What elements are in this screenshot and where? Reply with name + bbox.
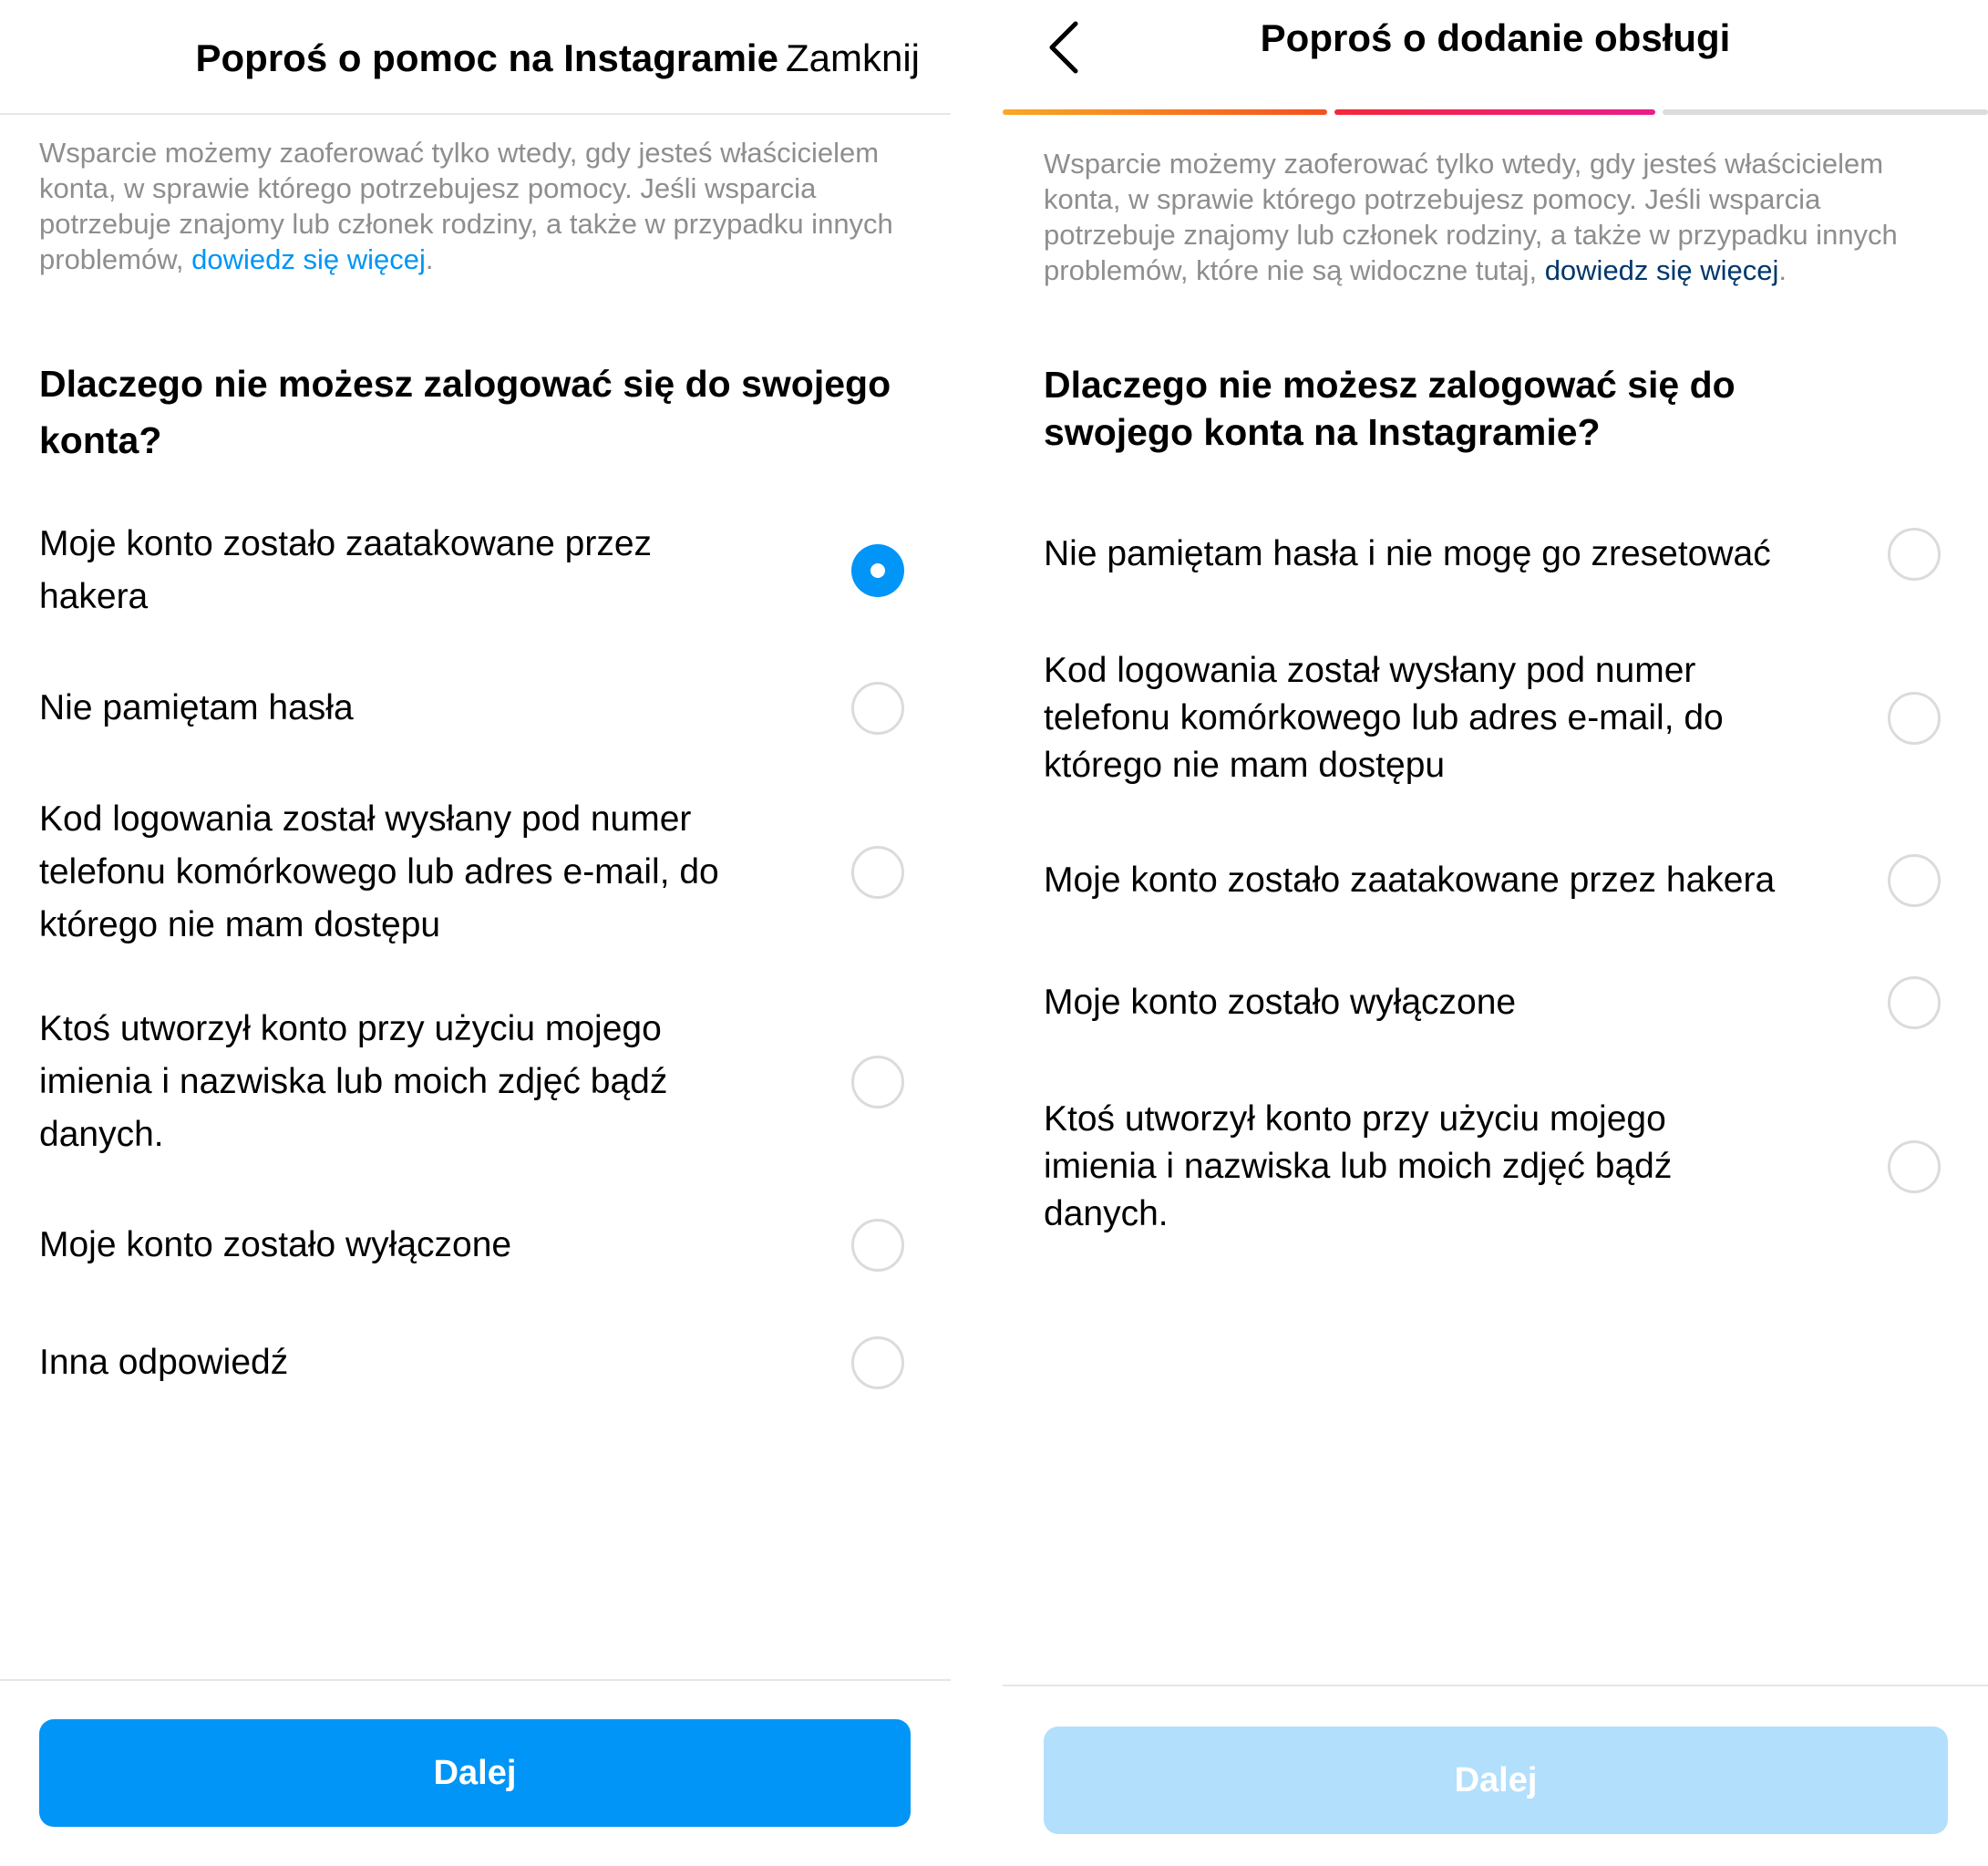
next-button[interactable]: Dalej [39,1719,911,1827]
left-screen [0,0,951,1866]
option-label [39,518,652,624]
radio-button[interactable] [851,544,904,597]
option-label [1044,1096,1672,1238]
footer-divider [0,1679,951,1681]
option-label-line: telefonu komórkowego lub adres e-mail, do [1044,698,1724,737]
progress-step-2 [1334,109,1655,115]
footer-divider [1003,1685,1988,1686]
option-hacked[interactable] [39,518,914,624]
option-label [39,682,354,735]
option-label-line: Ktoś utworzył konto przy użyciu mojego [39,1009,662,1048]
option-label-line: danych. [39,1115,164,1154]
option-label-line: Moje konto zostało wyłączone [39,1225,512,1264]
question-line: swojego konta na Instagramie? [1044,411,1601,453]
option-forgot-password[interactable] [39,682,914,735]
option-label-line: Moje konto zostało wyłączone [1044,983,1517,1022]
option-label [1044,531,1771,578]
question-line: konta? [39,419,162,461]
question-line: Dlaczego nie możesz zalogować się do [1044,364,1736,406]
radio-button[interactable] [851,1336,904,1389]
option-label-line: imienia i nazwiska lub moich zdjęć bądź [1044,1147,1673,1186]
option-label-line: Kod logowania został wysłany pod numer [1044,651,1696,690]
option-label-line: którego nie mam dostępu [39,905,441,944]
option-hacked[interactable] [1044,857,1964,904]
option-no-access-code[interactable] [39,793,914,952]
help-description [1044,146,1955,288]
learn-more-link[interactable]: dowiedz się więcej [191,243,426,275]
description-end: . [1778,254,1787,286]
option-label [39,793,719,952]
progress-step-3 [1663,109,1988,115]
description-end: . [425,243,434,275]
option-no-access-code[interactable] [1044,647,1964,789]
radio-button[interactable] [851,1056,904,1108]
option-label-line: którego nie mam dostępu [1044,746,1446,785]
progress-step-1 [1003,109,1327,115]
option-disabled-account[interactable] [1044,979,1964,1026]
question-heading [1044,361,1736,456]
page-title [196,36,921,80]
question-line: Dlaczego nie możesz zalogować się do swojego [39,363,891,405]
option-label-line: imienia i nazwiska lub moich zdjęć bądź [39,1062,668,1101]
option-impersonation[interactable] [1044,1096,1964,1238]
close-button[interactable]: Zamknij [785,36,920,79]
option-label-line: Inna odpowiedź [39,1343,289,1382]
radio-button[interactable] [851,846,904,899]
radio-button[interactable] [851,1219,904,1272]
radio-button[interactable] [851,682,904,735]
option-impersonation[interactable] [39,1003,914,1161]
option-label-line: telefonu komórkowego lub adres e-mail, do [39,852,719,892]
learn-more-link[interactable]: dowiedz się więcej [1544,254,1779,286]
header [0,0,951,115]
option-label [39,1219,511,1272]
step-progress [1003,109,1988,115]
option-label [1044,647,1724,789]
option-label-line: hakera [39,577,149,616]
radio-button[interactable] [1888,976,1941,1029]
radio-button[interactable] [1888,528,1941,581]
radio-button[interactable] [1888,1140,1941,1193]
right-screen [1003,0,1988,1866]
page-title: Poproś o dodanie obsługi [1260,16,1731,59]
option-label-line: danych. [1044,1194,1169,1233]
description-text: Wsparcie możemy zaoferować tylko wtedy, gdy jesteś właścicielem konta, w sprawie którego potrzebujesz pomocy. Jeśli wsparcia potrzebuje znajomy lub członek rodziny, a także w przypadku innych problemów, [39,137,893,275]
option-label [39,1003,667,1161]
radio-button[interactable] [1888,692,1941,745]
option-label-line: Ktoś utworzył konto przy użyciu mojego [1044,1099,1666,1139]
option-label-line: Nie pamiętam hasła [39,688,354,727]
option-label-line: Nie pamiętam hasła i nie mogę go zresetować [1044,534,1771,573]
header [1003,0,1988,113]
option-label-line: Moje konto zostało zaatakowane przez [39,524,653,563]
description-text: Wsparcie możemy zaoferować tylko wtedy, gdy jesteś właścicielem konta, w sprawie którego potrzebujesz pomocy. Jeśli wsparcia potrzebuje znajomy lub członek rodziny, a także w przypadku innych problemów, które nie są widoczne tutaj, [1044,148,1898,286]
header-title: Poproś o pomoc na Instagramie [195,36,778,79]
option-cannot-reset-password[interactable] [1044,531,1964,578]
option-label-line: Moje konto zostało zaatakowane przez hakera [1044,861,1776,900]
option-label [1044,979,1516,1026]
next-button: Dalej [1044,1727,1948,1834]
help-description [39,135,932,277]
radio-button[interactable] [1888,854,1941,907]
option-disabled-account[interactable] [39,1219,914,1272]
option-label [39,1336,288,1389]
option-label [1044,857,1775,904]
option-other[interactable] [39,1336,914,1389]
question-heading [39,356,891,469]
option-label-line: Kod logowania został wysłany pod numer [39,799,692,839]
